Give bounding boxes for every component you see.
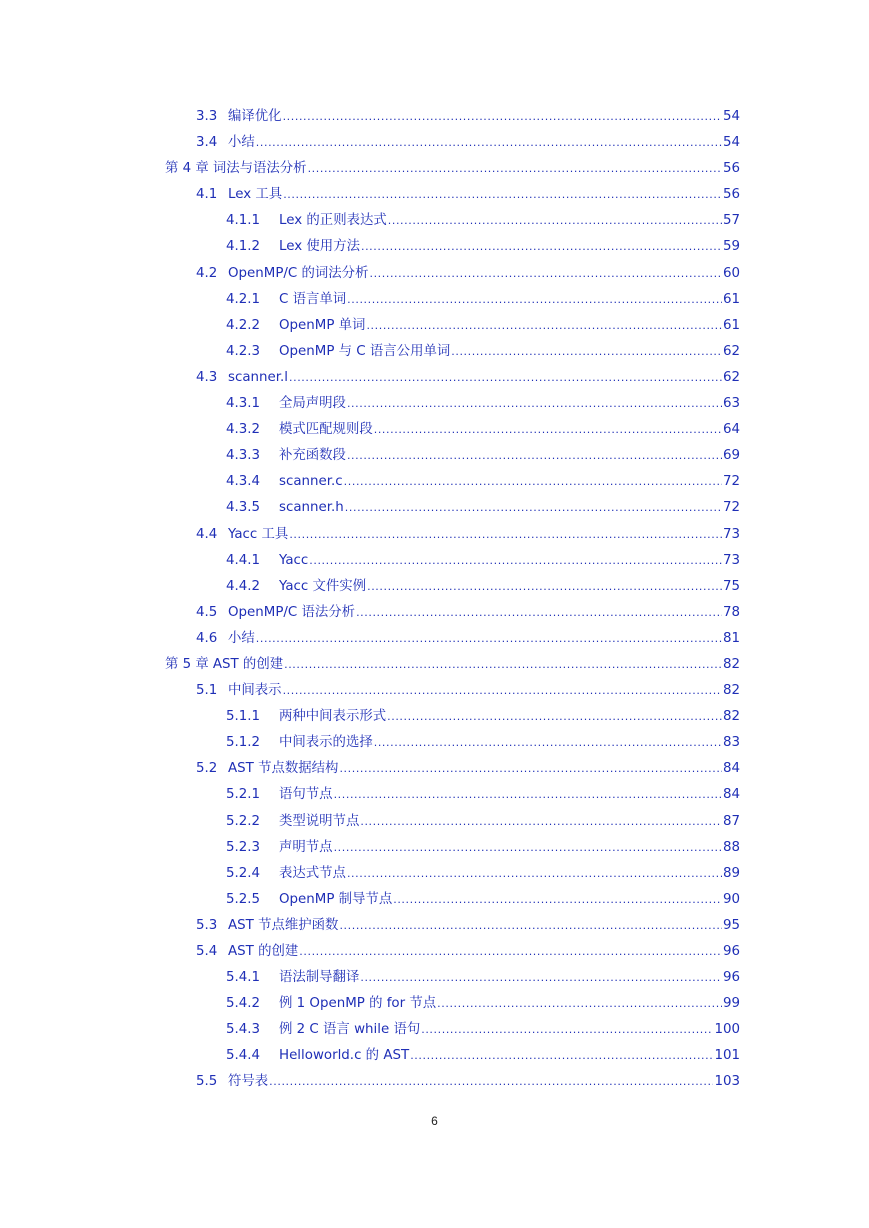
dot-leader (334, 782, 722, 808)
toc-entry-title: 中间表示的选择 (279, 735, 373, 751)
toc-entry[interactable] (0, 522, 869, 548)
toc-entry[interactable] (0, 730, 869, 756)
toc-entry-title: 语法制导翻译 (279, 970, 360, 986)
toc-entry-page: 56 (722, 161, 740, 177)
toc-entry[interactable] (0, 939, 869, 965)
toc-entry[interactable] (0, 234, 869, 260)
toc-entry[interactable] (0, 261, 869, 287)
toc-entry-number: 4.2.3 (226, 343, 261, 359)
toc-entry-page: 61 (722, 291, 740, 307)
toc-entry-number: 4.1.1 (226, 213, 261, 229)
toc-entry-title: 声明节点 (279, 839, 333, 855)
toc-entry-number: 4.3.2 (226, 422, 261, 438)
dot-leader (421, 1017, 713, 1043)
toc-entry[interactable] (0, 130, 869, 156)
toc-entry[interactable] (0, 600, 869, 626)
toc-entry-number: 4.6 (196, 630, 218, 646)
dot-leader (347, 391, 722, 417)
toc-entry-title: 中间表示 (228, 683, 282, 699)
dot-leader (410, 1043, 713, 1069)
toc-entry-number: 5.2.3 (226, 839, 261, 855)
toc-entry-title: 例 1 OpenMP 的 for 节点 (279, 996, 437, 1012)
toc-entry[interactable] (0, 287, 869, 313)
toc-entry-title: 符号表 (228, 1074, 269, 1090)
dot-leader (369, 261, 721, 287)
toc-entry-page: 89 (722, 865, 740, 881)
toc-entry-title: 小结 (228, 135, 255, 151)
toc-entry[interactable] (0, 782, 869, 808)
toc-entry-number: 第 5 章 (165, 656, 209, 672)
toc-entry-title: OpenMP/C 语法分析 (228, 604, 356, 620)
toc-entry[interactable] (0, 991, 869, 1017)
toc-entry[interactable] (0, 756, 869, 782)
toc-entry-page: 60 (722, 265, 740, 281)
toc-entry-page: 64 (722, 422, 740, 438)
toc-entry[interactable] (0, 182, 869, 208)
toc-entry-page: 57 (722, 213, 740, 229)
toc-entry-title: 语句节点 (279, 787, 333, 803)
toc-entry[interactable] (0, 704, 869, 730)
dot-leader (339, 913, 722, 939)
toc-entry-number: 3.3 (196, 109, 218, 124)
dot-leader (366, 313, 722, 339)
toc-entry-page: 81 (722, 630, 740, 646)
toc-entry-page: 72 (722, 500, 740, 516)
toc-entry-page: 83 (722, 735, 740, 751)
toc-entry-page: 99 (722, 996, 740, 1012)
toc-entry-title: 类型说明节点 (279, 813, 360, 829)
toc-entry-title: OpenMP 单词 (279, 317, 366, 333)
toc-entry-number: 3.4 (196, 135, 218, 151)
toc-entry[interactable] (0, 809, 869, 835)
toc-entry-page: 96 (722, 944, 740, 959)
toc-entry-title: 表达式节点 (279, 865, 346, 881)
toc-entry-title: Lex 使用方法 (279, 239, 360, 255)
toc-entry-number: 5.2.2 (226, 813, 261, 829)
toc-entry-number: 5.2.4 (226, 865, 261, 881)
toc-entry-title: 全局声明段 (279, 396, 346, 412)
dot-leader (339, 756, 722, 782)
toc-entry-title: 例 2 C 语言 while 语句 (279, 1022, 421, 1038)
page-number: 6 (431, 1114, 438, 1128)
dot-leader (393, 887, 722, 913)
toc-entry-number: 5.1.1 (226, 709, 261, 725)
toc-entry-page: 101 (714, 1048, 740, 1064)
toc-entry-number: 5.2.5 (226, 891, 261, 907)
toc-entry[interactable] (0, 104, 869, 130)
toc-entry-number: 5.2 (196, 761, 218, 777)
toc-entry-number: 4.3.3 (226, 448, 261, 464)
toc-entry[interactable] (0, 208, 869, 234)
dot-leader (256, 130, 722, 156)
toc-entry[interactable] (0, 1017, 869, 1043)
toc-entry-number: 5.1.2 (226, 735, 261, 751)
dot-leader (360, 809, 722, 835)
toc-entry-page: 62 (722, 369, 740, 385)
toc-entry[interactable] (0, 365, 869, 391)
toc-entry[interactable] (0, 913, 869, 939)
dot-leader (387, 704, 722, 730)
toc-entry-page: 96 (722, 970, 740, 986)
toc-entry-title: OpenMP 制导节点 (279, 891, 393, 907)
toc-entry-number: 5.4 (196, 944, 218, 959)
toc-entry-page: 82 (722, 709, 740, 725)
toc-entry-title: Yacc 文件实例 (279, 578, 367, 594)
toc-entry-number: 5.4.4 (226, 1048, 261, 1064)
dot-leader (347, 443, 722, 469)
toc-entry-number: 5.2.1 (226, 787, 261, 803)
toc-entry-number: 4.3.1 (226, 396, 261, 412)
toc-entry-number: 5.4.1 (226, 970, 261, 986)
dot-leader (284, 652, 722, 678)
toc-entry-number: 4.1 (196, 187, 218, 203)
toc-entry-number: 4.5 (196, 604, 218, 620)
dot-leader (347, 287, 722, 313)
dot-leader (347, 861, 722, 887)
toc-entry-page: 72 (722, 474, 740, 490)
toc-entry-title: scanner.c (279, 474, 343, 490)
toc-entry[interactable] (0, 417, 869, 443)
dot-leader (374, 417, 722, 443)
dot-leader (344, 469, 722, 495)
toc-entry-number: 4.2.1 (226, 291, 261, 307)
toc-entry-page: 63 (722, 396, 740, 412)
toc-entry-page: 95 (722, 917, 740, 933)
dot-leader (299, 939, 722, 965)
toc-entry[interactable] (0, 965, 869, 991)
dot-leader (289, 522, 722, 548)
toc-entry[interactable] (0, 313, 869, 339)
toc-entry-number: 4.3.4 (226, 474, 261, 490)
toc-entry-title: AST 节点数据结构 (228, 761, 339, 777)
toc-entry[interactable] (0, 887, 869, 913)
toc-entry-number: 5.1 (196, 683, 218, 699)
toc-chapter[interactable] (0, 652, 869, 678)
toc-entry-title: C 语言单词 (279, 291, 347, 307)
toc-entry[interactable] (0, 443, 869, 469)
toc-entry[interactable] (0, 1069, 869, 1095)
toc-entry-page: 73 (722, 552, 740, 568)
dot-leader (451, 339, 722, 365)
toc-entry-title: AST 的创建 (228, 944, 299, 959)
toc-entry[interactable] (0, 339, 869, 365)
dot-leader (269, 1069, 713, 1095)
toc-entry-number: 第 4 章 (165, 161, 209, 177)
toc-entry-title: 词法与语法分析 (212, 161, 307, 177)
toc-entry-page: 54 (722, 109, 740, 124)
toc-entry-page: 84 (722, 787, 740, 803)
toc-entry-page: 73 (722, 526, 740, 542)
toc-entry[interactable] (0, 835, 869, 861)
toc-entry-number: 4.2 (196, 265, 218, 281)
dot-leader (367, 574, 722, 600)
toc-entry-page: 78 (722, 604, 740, 620)
dot-leader (374, 730, 722, 756)
toc-entry-page: 100 (714, 1022, 740, 1038)
toc-entry-number: 4.4.2 (226, 578, 261, 594)
toc-entry-title: AST 的创建 (212, 656, 284, 672)
dot-leader (437, 991, 722, 1017)
toc-entry-page: 90 (722, 891, 740, 907)
toc-entry-title: OpenMP 与 C 语言公用单词 (279, 343, 451, 359)
toc-entry[interactable] (0, 548, 869, 574)
toc-entry[interactable] (0, 626, 869, 652)
toc-entry-title: 编译优化 (228, 109, 282, 124)
toc-entry-title: OpenMP/C 的词法分析 (228, 265, 369, 281)
toc-entry-page: 87 (722, 813, 740, 829)
toc-entry-page: 88 (722, 839, 740, 855)
toc-entry-title: 补充函数段 (279, 448, 346, 464)
toc-entry-number: 4.4 (196, 526, 218, 542)
toc-entry-number: 5.4.2 (226, 996, 261, 1012)
toc-entry-number: 5.5 (196, 1074, 218, 1090)
dot-leader (356, 600, 722, 626)
toc-entry-title: scanner.l (228, 369, 289, 385)
toc-entry[interactable] (0, 1043, 869, 1069)
toc-entry-page: 54 (722, 135, 740, 151)
dot-leader (283, 104, 722, 130)
dot-leader (309, 548, 722, 574)
dot-leader (388, 208, 722, 234)
toc-entry-page: 82 (722, 683, 740, 699)
toc-entry-page: 62 (722, 343, 740, 359)
toc-entry-title: Yacc (279, 552, 309, 568)
toc-entry-page: 56 (722, 187, 740, 203)
toc-entry[interactable] (0, 678, 869, 704)
toc-entry-title: 模式匹配规则段 (279, 422, 373, 438)
dot-leader (334, 835, 722, 861)
toc-entry-page: 69 (722, 448, 740, 464)
toc-entry-number: 4.4.1 (226, 552, 261, 568)
toc-entry-title: Lex 工具 (228, 187, 283, 203)
toc-entry-title: 小结 (228, 630, 255, 646)
toc-entry-page: 75 (722, 578, 740, 594)
dot-leader (308, 156, 722, 182)
toc-entry-number: 5.4.3 (226, 1022, 261, 1038)
table-of-contents (0, 104, 869, 1096)
toc-entry-title: AST 节点维护函数 (228, 917, 339, 933)
toc-chapter[interactable] (0, 156, 869, 182)
dot-leader (283, 182, 722, 208)
toc-entry-page: 59 (722, 239, 740, 255)
toc-entry-title: Yacc 工具 (228, 526, 289, 542)
toc-entry[interactable] (0, 574, 869, 600)
dot-leader (289, 365, 722, 391)
toc-entry-page: 61 (722, 317, 740, 333)
toc-entry-page: 103 (714, 1074, 740, 1090)
toc-entry-page: 82 (722, 656, 740, 672)
toc-entry-number: 4.1.2 (226, 239, 261, 255)
toc-entry[interactable] (0, 469, 869, 495)
toc-entry-number: 4.3 (196, 369, 218, 385)
toc-entry-title: Lex 的正则表达式 (279, 213, 387, 229)
toc-entry-title: 两种中间表示形式 (279, 709, 387, 725)
dot-leader (283, 678, 722, 704)
toc-entry-number: 4.2.2 (226, 317, 261, 333)
toc-entry-title: scanner.h (279, 500, 344, 516)
toc-entry-title: Helloworld.c 的 AST (279, 1048, 410, 1064)
toc-entry-number: 5.3 (196, 917, 218, 933)
dot-leader (345, 495, 722, 521)
toc-entry[interactable] (0, 495, 869, 521)
toc-entry[interactable] (0, 861, 869, 887)
dot-leader (360, 965, 722, 991)
dot-leader (361, 234, 722, 260)
toc-entry-page: 84 (722, 761, 740, 777)
dot-leader (256, 626, 722, 652)
toc-entry[interactable] (0, 391, 869, 417)
toc-entry-number: 4.3.5 (226, 500, 261, 516)
